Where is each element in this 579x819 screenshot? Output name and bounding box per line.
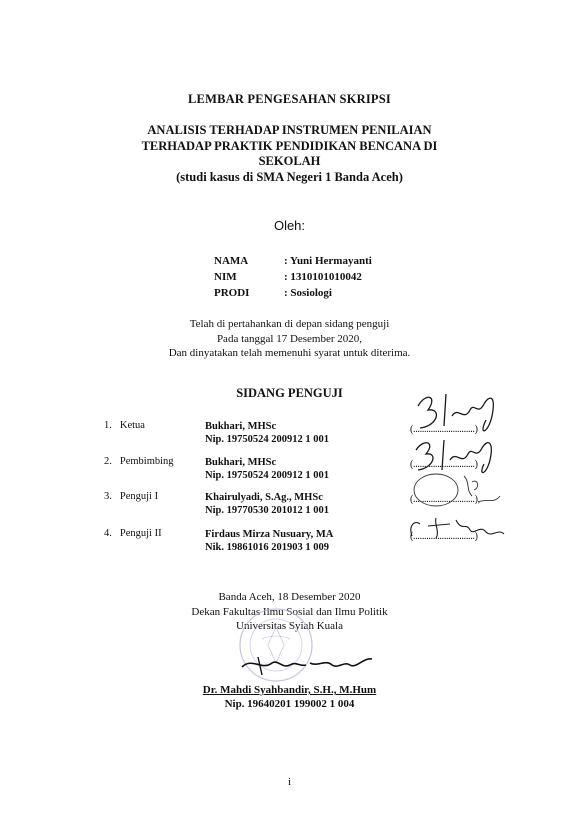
student-name-value: : Yuni Hermayanti — [284, 255, 372, 267]
committee-role — [104, 491, 158, 502]
committee-number: 2. — [104, 456, 112, 467]
committee-number: 1. — [104, 420, 112, 431]
committee-examiner — [205, 420, 329, 446]
student-name-label: NAMA — [214, 255, 249, 267]
thesis-title-line: SEKOLAH — [258, 154, 321, 168]
thesis-title-line: (studi kasus di SMA Negeri 1 Banda Aceh) — [176, 169, 403, 184]
signature-line: (............................), — [410, 494, 480, 505]
examiner-name: Khairulyadi, S.Ag., MHSc — [205, 492, 323, 503]
thesis-title-line: ANALISIS TERHADAP INSTRUMEN PENILAIAN — [147, 123, 432, 137]
examiner-id: Nip. 19750524 200912 1 001 — [205, 434, 329, 445]
dean-nip: Nip. 19640201 199002 1 004 — [224, 698, 355, 710]
committee-number: 4. — [104, 528, 112, 539]
examiner-name: Firdaus Mirza Nusuary, MA — [205, 529, 334, 540]
committee-role — [104, 528, 162, 539]
signature-line: (............................) — [410, 531, 478, 542]
defense-line: Telah di pertahankan di depan sidang penguji — [189, 318, 390, 330]
committee-role — [104, 456, 174, 467]
student-prodi-value: : Sosiologi — [284, 287, 332, 299]
approval-date: Banda Aceh, 18 Desember 2020 — [218, 591, 361, 603]
thesis-title — [0, 123, 579, 185]
student-prodi-label: PRODI — [214, 287, 250, 299]
committee-role-label: Penguji II — [119, 528, 162, 539]
examiner-name: Bukhari, MHSc — [205, 457, 277, 468]
committee-role-label: Penguji I — [119, 491, 159, 502]
signature-penguji-1 — [408, 468, 518, 512]
dean-signature — [232, 645, 382, 681]
examiner-id: Nik. 19861016 201903 1 009 — [205, 542, 329, 553]
committee-examiner — [205, 456, 329, 482]
examiner-id: Nip. 19770530 201012 1 001 — [205, 505, 329, 516]
committee-role — [104, 420, 145, 431]
page-number: i — [287, 776, 292, 788]
signature-line: (............................) — [410, 424, 478, 435]
by-label: Oleh: — [273, 218, 306, 233]
approval-office: Dekan Fakultas Ilmu Sosial dan Ilmu Politik — [191, 605, 388, 618]
examiner-id: Nip. 19750524 200912 1 001 — [205, 470, 329, 481]
signature-line: (............................) — [410, 459, 478, 470]
defense-line: Dan dinyatakan telah memenuhi syarat untuk diterima. — [168, 347, 411, 359]
student-nim-label: NIM — [214, 271, 237, 283]
student-nim-value: : 1310101010042 — [284, 271, 362, 283]
defense-line: Pada tanggal 17 Desember 2020, — [216, 332, 363, 345]
signature-penguji-2 — [406, 512, 516, 554]
committee-examiner — [205, 528, 333, 554]
thesis-title-line: TERHADAP PRAKTIK PENDIDIKAN BENCANA DI — [141, 138, 438, 153]
signature-ketua — [408, 386, 528, 438]
committee-examiner — [205, 491, 329, 517]
committee-number: 3. — [104, 491, 112, 502]
committee-role-label: Pembimbing — [119, 456, 174, 467]
defense-statement — [0, 317, 579, 361]
dean-name: Dr. Mahdi Syahbandir, S.H., M.Hum — [202, 684, 377, 696]
examiner-name: Bukhari, MHSc — [205, 421, 277, 432]
page-title: LEMBAR PENGESAHAN SKRIPSI — [188, 92, 391, 106]
committee-heading: SIDANG PENGUJI — [236, 386, 343, 400]
approval-university: Universitas Syiah Kuala — [236, 620, 343, 632]
committee-role-label: Ketua — [119, 420, 145, 431]
